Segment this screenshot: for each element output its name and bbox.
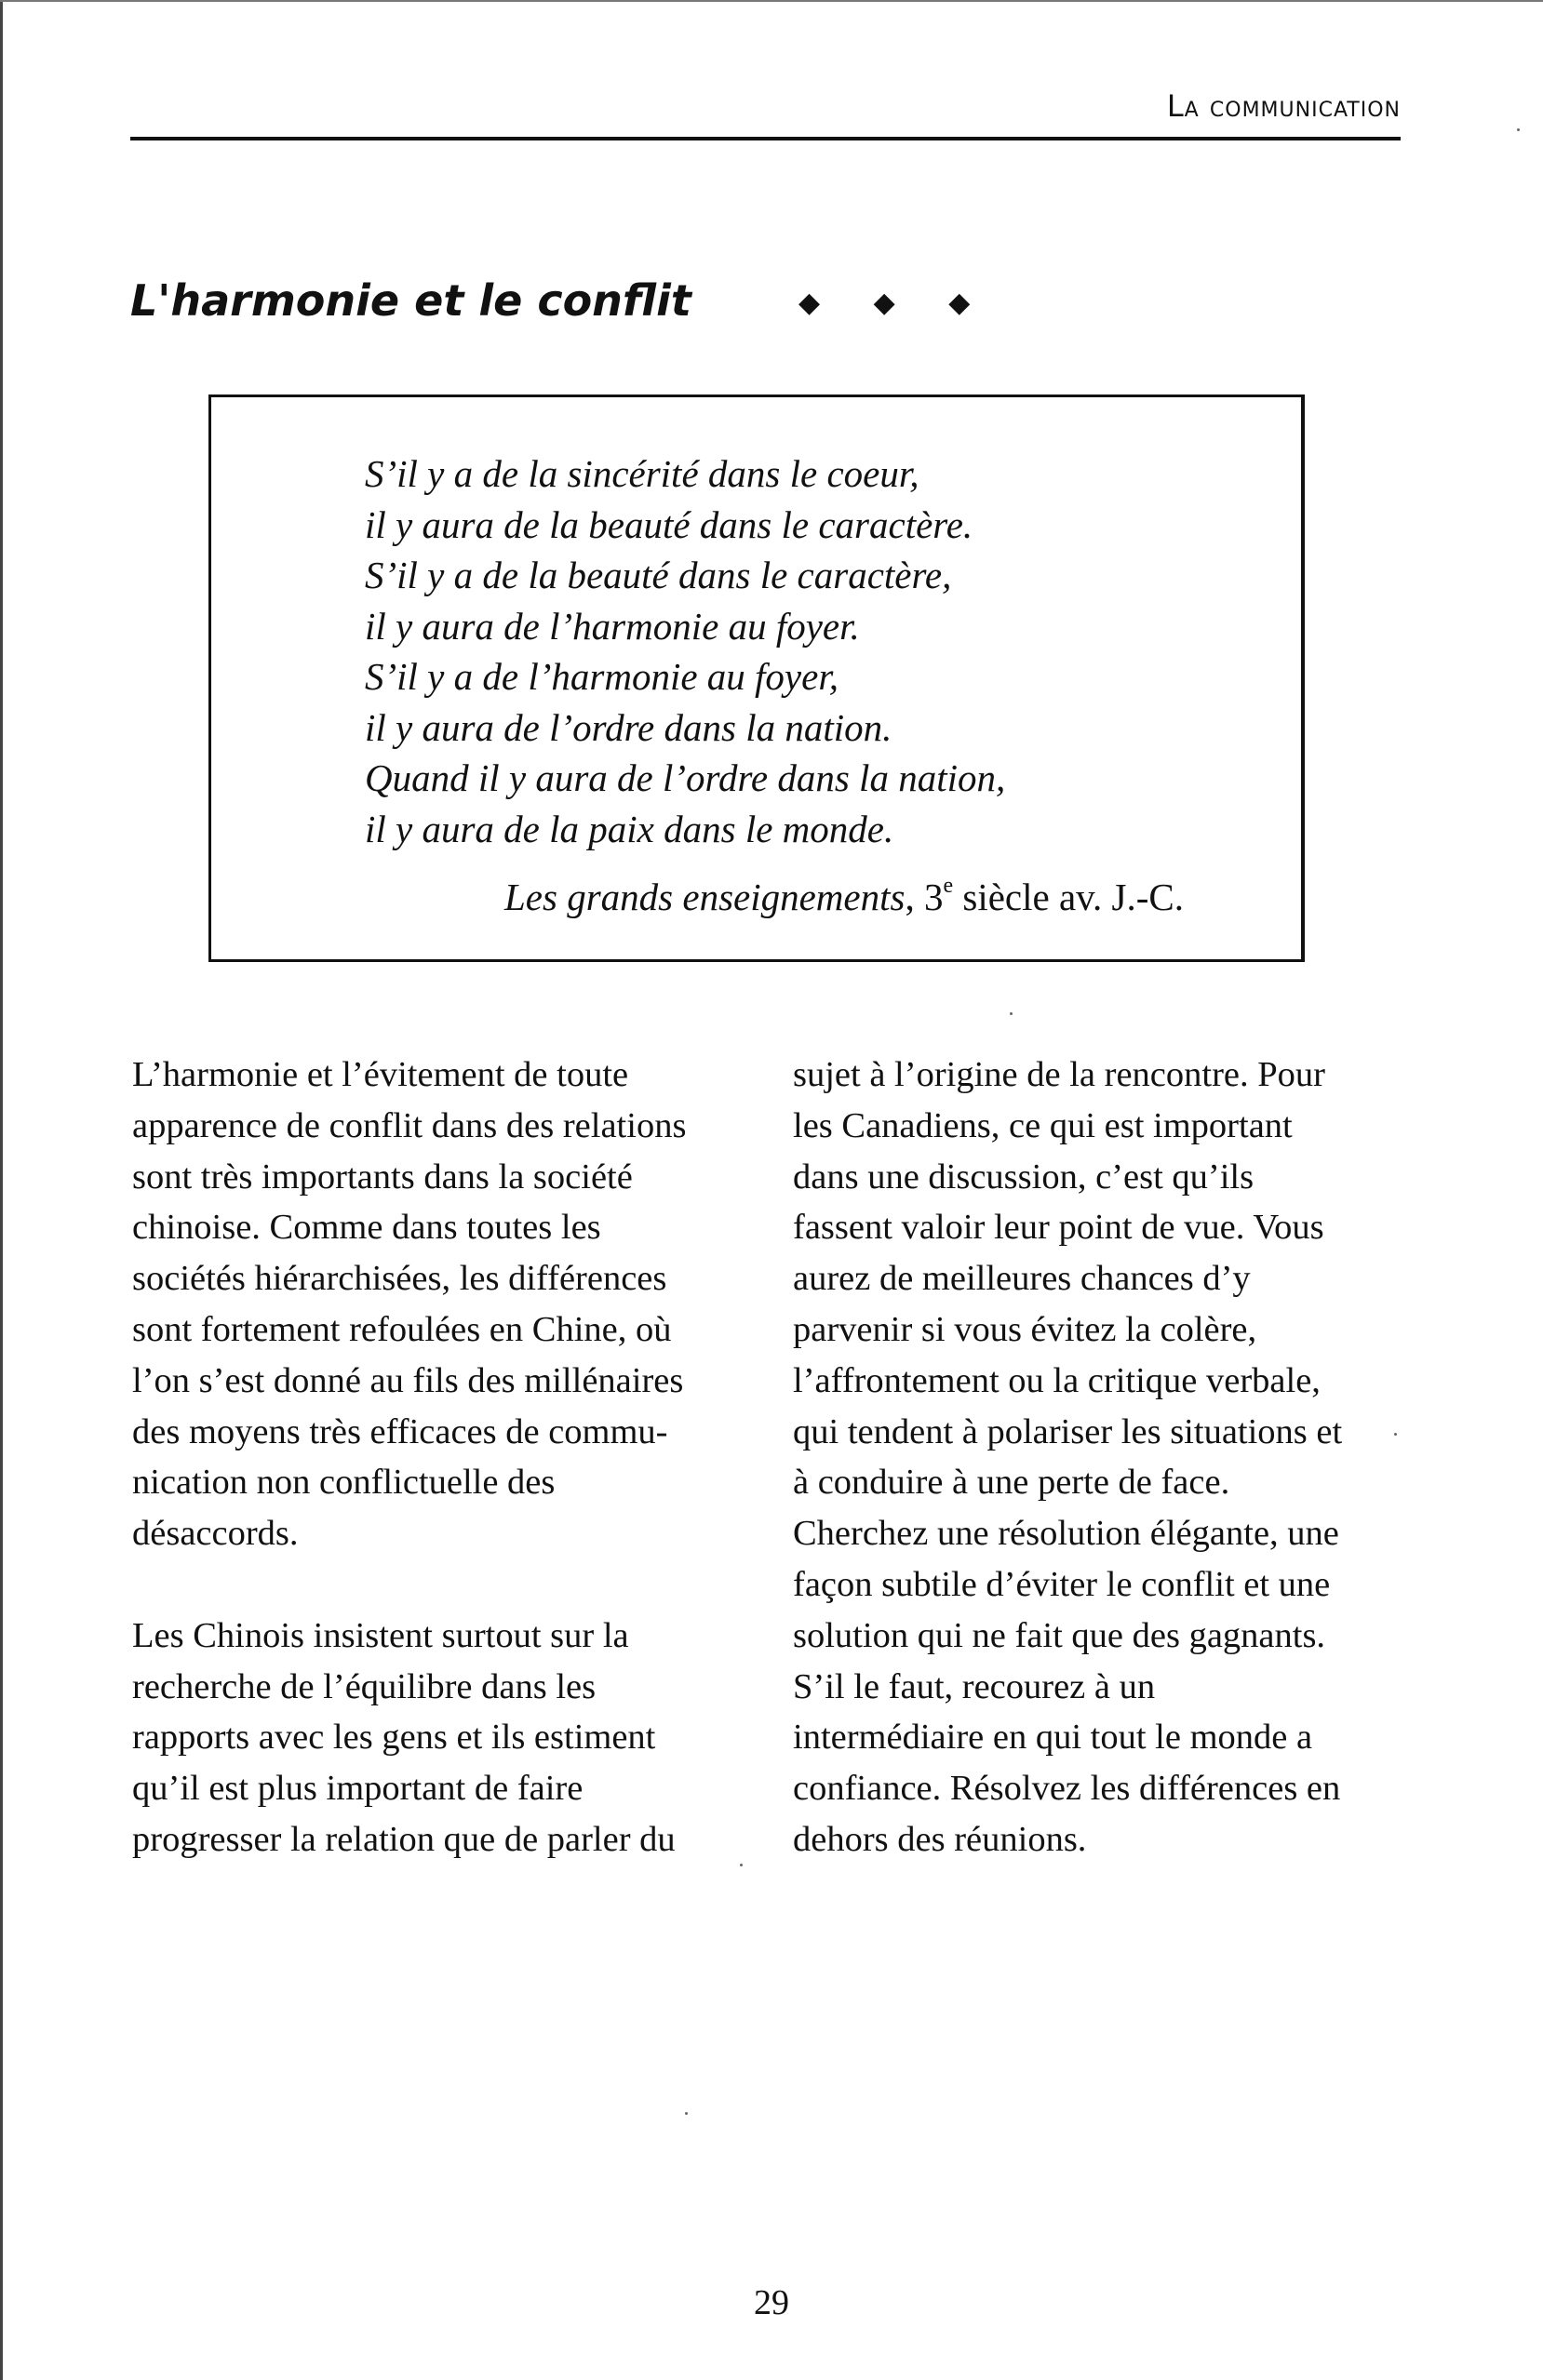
- body-line: intermédiaire en qui tout le monde a: [793, 1718, 1313, 1758]
- header-rule: [130, 137, 1401, 140]
- body-line: aurez de meilleures chances d’y: [793, 1259, 1251, 1299]
- epigraph-attribution: [504, 875, 1184, 919]
- scan-speck: [740, 1864, 743, 1866]
- body-line: apparence de conflit dans des relations: [132, 1105, 687, 1145]
- body-line: façon subtile d’éviter le conflit et une: [793, 1564, 1331, 1604]
- scan-speck: [1394, 1433, 1397, 1436]
- body-line: chinoise. Comme dans toutes les: [132, 1208, 601, 1248]
- body-line: solution qui ne fait que des gagnants.: [793, 1615, 1326, 1655]
- section-title: L'harmonie et le conflit: [130, 275, 691, 326]
- attribution-separator: , 3: [905, 876, 944, 918]
- body-line: qu’il est plus important de faire: [132, 1769, 584, 1809]
- body-line: progresser la relation que de parler du: [132, 1819, 676, 1859]
- paragraph-gap: [132, 1559, 765, 1611]
- epigraph-line: il y aura de la beauté dans le caractère.: [365, 502, 973, 546]
- attribution-date: siècle av. J.-C.: [953, 876, 1184, 918]
- body-line: des moyens très efficaces de commu-: [132, 1411, 668, 1451]
- body-line: sont fortement refoulées en Chine, où: [132, 1309, 672, 1349]
- body-line: dehors des réunions.: [793, 1819, 1087, 1859]
- scan-speck: [1010, 1012, 1013, 1015]
- body-line: sujet à l’origine de la rencontre. Pour: [793, 1055, 1325, 1094]
- body-line: nication non conflictuelle des: [132, 1463, 556, 1503]
- body-line: sont très importants dans la société: [132, 1157, 633, 1197]
- epigraph-line: il y aura de la paix dans le monde.: [365, 807, 894, 850]
- body-column-left: [132, 1050, 765, 1865]
- epigraph: [365, 448, 1005, 854]
- body-line: fassent valoir leur point de vue. Vous: [793, 1208, 1324, 1248]
- attribution-source-title: Les grands enseignements: [504, 876, 906, 918]
- epigraph-line: il y aura de l’harmonie au foyer.: [365, 604, 860, 648]
- epigraph-line: Quand il y aura de l’ordre dans la nation,: [365, 756, 1006, 799]
- body-line: recherche de l’équilibre dans les: [132, 1666, 597, 1706]
- page-number: 29: [754, 2283, 789, 2322]
- body-line: L’harmonie et l’évitement de toute: [132, 1055, 629, 1094]
- body-column-right: [793, 1050, 1407, 1865]
- body-line: rapports avec les gens et ils estiment: [132, 1718, 656, 1758]
- running-header: La communication: [1166, 88, 1401, 124]
- scan-edge-top: [0, 0, 1543, 2]
- body-line: l’affrontement ou la critique verbale,: [793, 1360, 1321, 1400]
- epigraph-line: S’il y a de l’harmonie au foyer,: [365, 655, 839, 698]
- epigraph-line: S’il y a de la sincérité dans le coeur,: [365, 452, 919, 495]
- attribution-superscript: e: [943, 874, 954, 899]
- scan-edge: [0, 0, 3, 2380]
- body-line: S’il le faut, recourez à un: [793, 1666, 1156, 1706]
- body-line: sociétés hiérarchisées, les différences: [132, 1259, 667, 1299]
- epigraph-line: il y aura de l’ordre dans la nation.: [365, 705, 892, 749]
- scan-speck: [1517, 128, 1520, 131]
- body-line: les Canadiens, ce qui est important: [793, 1105, 1293, 1145]
- body-line: Les Chinois insistent surtout sur la: [132, 1615, 629, 1655]
- body-line: Cherchez une résolution élégante, une: [793, 1514, 1339, 1554]
- body-line: qui tendent à polariser les situations et: [793, 1411, 1343, 1451]
- scan-speck: [685, 2112, 688, 2115]
- body-line: confiance. Résolvez les différences en: [793, 1769, 1341, 1809]
- epigraph-line: S’il y a de la beauté dans le caractère,: [365, 554, 952, 596]
- body-line: l’on s’est donné au fils des millénaires: [132, 1360, 684, 1400]
- diamond-ornament-icon: ◆ ◆ ◆: [798, 287, 993, 319]
- body-line: parvenir si vous évitez la colère,: [793, 1309, 1257, 1349]
- body-line: à conduire à une perte de face.: [793, 1463, 1230, 1503]
- body-line: désaccords.: [132, 1514, 299, 1554]
- body-line: dans une discussion, c’est qu’ils: [793, 1157, 1255, 1197]
